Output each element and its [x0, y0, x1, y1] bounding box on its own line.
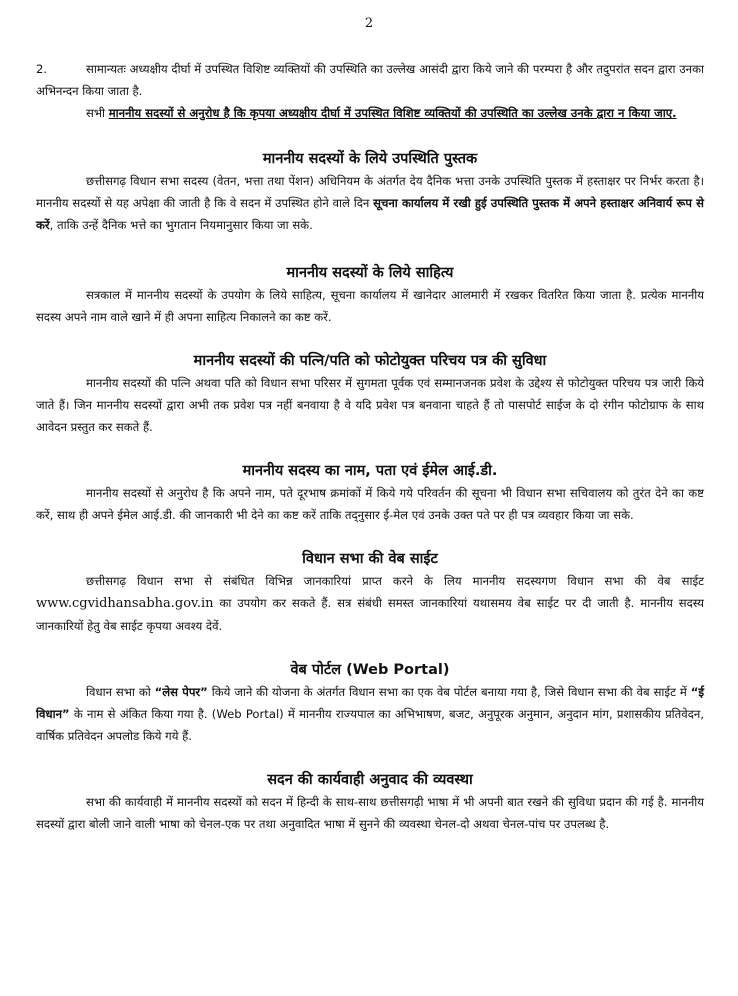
- less-paper-term: “लेस पेपर”: [154, 685, 208, 699]
- portal-text-b: किये जाने की योजना के अंतर्गत विधान सभा का एक वेब पोर्टल बनाया गया है, जिसे विधान सभा की वेब साईट में: [211, 685, 687, 699]
- e-vidhan-term: “ई विधान”: [36, 685, 705, 721]
- item-2-text: सामान्यतः अध्यक्षीय दीर्घा में उपस्थित विशिष्ट व्यक्तियों की उपस्थिति का उल्लेख आसंदी द्वारा किये जाने की परम्परा है और तदुपरांत सदन द्वारा उनका अभिनन्दन किया जाता है.: [36, 62, 704, 98]
- translation-heading: सदन की कार्यवाही अनुवाद की व्यवस्था: [267, 772, 473, 788]
- attendance-paragraph: [36, 170, 704, 236]
- website-heading: विधान सभा की वेब साईट: [302, 551, 438, 567]
- attendance-text-b: , ताकि उन्हें दैनिक भत्ते का भुगतान नियमानुसार किया जा सके.: [49, 218, 313, 232]
- literature-heading: माननीय सदस्यों के लिये साहित्य: [286, 265, 454, 281]
- website-text-b: का उपयोग कर सकते हैं. सत्र संबंधी समस्त जानकारियां यथासमय वेब साईट पर दी जाती है. माननीय सदस्य जानकारियों हेतु वेब साईट कृपया अवश्य देवें.: [36, 596, 704, 633]
- dignitaries-request-paragraph: [36, 102, 704, 124]
- portal-heading: वेब पोर्टल (Web Portal): [290, 662, 450, 678]
- website-url: www.cgvidhansabha.gov.in: [36, 596, 214, 611]
- spouse-id-heading: माननीय सदस्यों की पत्नि/पति को फोटोयुक्त परिचय पत्र की सुविधा: [193, 353, 547, 369]
- attendance-text-a: छत्तीसगढ़ विधान सभा सदस्य (वेतन, भत्ता तथा पेंशन) अधिनियम के अंतर्गत देय दैनिक भत्ता उनके उपस्थिति पुस्तक में हस्ताक्षर पर निर्भर करता है। माननीय सदस्यों से यह अपेक्षा की जाती है कि वे सदन में उपस्थित होने वाले दिन: [36, 174, 704, 210]
- page-content: [36, 58, 704, 835]
- item-2-paragraph: [36, 58, 704, 102]
- spouse-id-paragraph: माननीय सदस्यों की पत्नि अथवा पति को विधान सभा परिसर में सुगमता पूर्वक एवं सम्मानजनक प्रवेश के उद्देश्य से फोटोयुक्त परिचय पत्र जारी किये जाते हैं। जिन माननीय सदस्यों द्वारा अभी तक प्रवेश पत्र नहीं बनवाया है वे यदि प्रवेश पत्र बनवाना चाहते हैं तो पासपोर्ट साईज के दो रंगीन फोटोग्राफ के साथ आवेदन प्रस्तुत कर सकते हैं.: [36, 376, 704, 434]
- contact-paragraph: माननीय सदस्यों से अनुरोध है कि अपने नाम, पते दूरभाष क्रमांकों में किये गये परिवर्तन की सूचना भी विधान सभा सचिवालय को तुरंत देने का कष्ट करें, साथ ही अपने ईमेल आई.डी. की जानकारी भी देने का कष्ट करें ताकि तद्नुसार ई-मेल एवं उनके उक्त पते पर ही पत्र व्यवहार किया जा सके.: [36, 486, 704, 522]
- page-number: 2: [364, 16, 374, 31]
- portal-paragraph: [36, 681, 704, 747]
- website-paragraph: [36, 570, 704, 637]
- request-lead: सभी: [86, 106, 105, 120]
- literature-paragraph: सत्रकाल में माननीय सदस्यों के उपयोग के लिये साहित्य, सूचना कार्यालय में खानेदार आलमारी में रखकर वितरित किया जाता है. प्रत्येक माननीय सदस्य अपने नाम वाले खाने में ही अपना साहित्य निकालने का कष्ट करें.: [36, 288, 704, 324]
- item-number: 2.: [36, 62, 48, 76]
- request-underlined-text: माननीय सदस्यों से अनुरोध है कि कृपया अध्यक्षीय दीर्घा में उपस्थित विशिष्ट व्यक्तियों की उपस्थिति का उल्लेख उनके द्वारा न किया जाए.: [108, 106, 677, 120]
- translation-paragraph: सभा की कार्यवाही में माननीय सदस्यों को सदन में हिन्दी के साथ-साथ छत्तीसगढ़ी भाषा में भी अपनी बात रखने की सुविधा प्रदान की गई है. माननीय सदस्यों द्वारा बोली जाने वाली भाषा को चेनल-एक पर तथा अनुवादित भाषा में सुनने की व्यवस्था चेनल-दो अथवा चेनल-पांच पर उपलब्ध है.: [36, 795, 704, 831]
- attendance-bold-text: सूचना कार्यालय में रखी हुई उपस्थिति पुस्तक में अपने हस्ताक्षर अनिवार्य रूप से करें: [36, 196, 705, 232]
- portal-text-c: के नाम से अंकित किया गया है. (Web Portal) में माननीय राज्यपाल का अभिभाषण, बजट, अनुपूरक अनुमान, अनुदान मांग, प्रशासकीय प्रतिवेदन, वार्षिक प्रतिवेदन अपलोड किये गये हैं.: [36, 707, 704, 743]
- website-text-a: छत्तीसगढ़ विधान सभा से संबंधित विभिन्न जानकारियां प्राप्त करने के लिय माननीय सदस्यगण विधान सभा की वेब साईट: [86, 574, 704, 588]
- portal-text-a: विधान सभा को: [86, 685, 151, 699]
- contact-heading: माननीय सदस्य का नाम, पता एवं ईमेल आई.डी.: [242, 463, 498, 479]
- attendance-heading: माननीय सदस्यों के लिये उपस्थिति पुस्तक: [262, 151, 478, 167]
